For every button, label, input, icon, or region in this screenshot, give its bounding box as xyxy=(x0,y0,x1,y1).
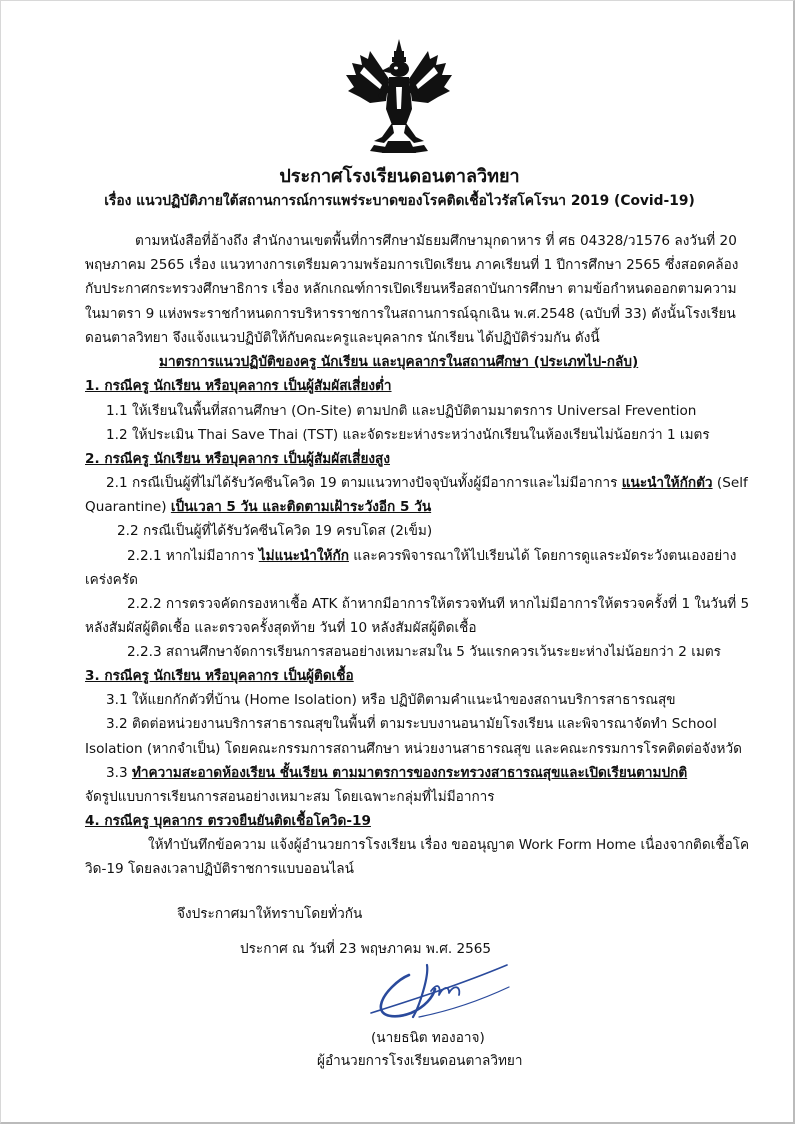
intro-line-5: ดอนตาลวิทยา จึงแจ้งแนวปฏิบัติให้กับคณะครูและบุคลากร นักเรียน ได้ปฏิบัติร่วมกัน ดังนี้ xyxy=(85,330,600,346)
signature xyxy=(369,957,514,1027)
item-2-2-1-cont: เคร่งครัด xyxy=(85,572,138,588)
announcement-date: ประกาศ ณ วันที่ 23 พฤษภาคม พ.ศ. 2565 xyxy=(240,941,492,957)
item-2-1 xyxy=(106,474,748,493)
item-3-3-emphasis: ทำความสะอาดห้องเรียน ชั้นเรียน ตามมาตรการของกระทรวงสาธารณสุขและเปิดเรียนตามปกติ xyxy=(131,765,688,781)
section-2-heading: 2. กรณีครู นักเรียน หรือบุคลากร เป็นผู้สัมผัสเสี่ยงสูง xyxy=(85,451,390,467)
item-2-2-1-text-end: และควรพิจารณาให้ไปเรียนได้ โดยการดูแลระมัดระวังตนเองอย่าง xyxy=(348,548,737,564)
item-2-1-cont-text: Quarantine) xyxy=(85,499,171,515)
item-4-cont: วิด-19 โดยลงเวลาปฏิบัติราชการแบบออนไลน์ xyxy=(85,861,354,877)
item-2-1-emphasis: แนะนำให้กักตัว xyxy=(621,475,713,491)
item-2-2: 2.2 กรณีเป็นผู้ที่ได้รับวัคซีนโควิด 19 ครบโดส (2เข็ม) xyxy=(117,523,433,539)
signer-title: ผู้อำนวยการโรงเรียนดอนตาลวิทยา xyxy=(317,1053,523,1069)
measures-heading: มาตรการแนวปฏิบัติของครู นักเรียน และบุคลากรในสถานศึกษา (ประเภทไป-กลับ) xyxy=(159,354,639,370)
item-2-2-1-emphasis: ไม่แนะนำให้กัก xyxy=(258,548,349,564)
item-4-text: ให้ทำบันทึกข้อความ แจ้งผู้อำนวยการโรงเรียน เรื่อง ขออนุญาต Work Form Home เนื่องจากติดเชื้อโค xyxy=(148,837,750,853)
section-3-heading: 3. กรณีครู นักเรียน หรือบุคลากร เป็นผู้ติดเชื้อ xyxy=(85,668,354,684)
item-3-2-cont: Isolation (หากจำเป็น) โดยคณะกรรมการสถานศึกษา หน่วยงานสาธารณสุข และคณะกรรมการโรคติดต่อจังหวัด xyxy=(85,741,742,757)
intro-line-3: กับประกาศกระทรวงศึกษาธิการ เรื่อง หลักเกณฑ์การเปิดเรียนหรือสถาบันการศึกษา ตามข้อกำหนดออกตามความ xyxy=(85,281,737,297)
document-subject: เรื่อง แนวปฏิบัติภายใต้สถานการณ์การแพร่ระบาดของโรคติดเชื้อไวรัสโคโรนา 2019 (Covid-19) xyxy=(104,193,695,209)
item-2-1-duration: เป็นเวลา 5 วัน และติดตามเฝ้าระวังอีก 5 วัน xyxy=(170,499,432,515)
garuda-emblem-icon xyxy=(344,37,454,155)
intro-line-2: พฤษภาคม 2565 เรื่อง แนวทางการเตรียมความพร้อมการเปิดเรียน ภาคเรียนที่ 1 ปีการศึกษา 2565 ซึ่งสอดคล้อง xyxy=(85,257,739,273)
item-2-2-2: 2.2.2 การตรวจคัดกรองหาเชื้อ ATK ถ้าหากมีอาการให้ตรวจทันที หากไม่มีอาการให้ตรวจครั้งที่ 1 ในวันที่ 5 xyxy=(127,596,750,612)
item-2-2-2-cont: หลังสัมผัสผู้ติดเชื้อ และตรวจครั้งสุดท้าย วันที่ 10 หลังสัมผัสผู้ติดเชื้อ xyxy=(85,620,477,636)
item-2-2-1-text: 2.2.1 หากไม่มีอาการ xyxy=(127,548,259,564)
item-2-1-text-end: (Self xyxy=(712,475,748,491)
intro-line-1: ตามหนังสือที่อ้างถึง สำนักงานเขตพื้นที่การศึกษามัธยมศึกษามุกดาหาร ที่ ศธ 04328/ว1576 ลงวันที่ 20 xyxy=(135,233,737,249)
document-title: ประกาศโรงเรียนดอนตาลวิทยา xyxy=(279,166,520,187)
closing-statement: จึงประกาศมาให้ทราบโดยทั่วกัน xyxy=(177,906,363,922)
item-3-3 xyxy=(106,764,687,783)
item-3-3-cont: จัดรูปแบบการเรียนการสอนอย่างเหมาะสม โดยเฉพาะกลุ่มที่ไม่มีอาการ xyxy=(85,789,495,805)
signer-name: (นายธนิต ทองอาจ) xyxy=(371,1030,485,1046)
item-1-2: 1.2 ให้ประเมิน Thai Save Thai (TST) และจัดระยะห่างระหว่างนักเรียนในห้องเรียนไม่น้อยกว่า 1 เมตร xyxy=(106,427,710,443)
section-4-heading: 4. กรณีครู บุคลากร ตรวจยืนยันติดเชื้อโควิด-19 xyxy=(85,813,371,829)
item-3-1: 3.1 ให้แยกกักตัวที่บ้าน (Home Isolation) หรือ ปฏิบัติตามคำแนะนำของสถานบริการสาธารณสุข xyxy=(106,692,676,708)
intro-line-4: ในมาตรา 9 แห่งพระราชกำหนดการบริหารราชการในสถานการณ์ฉุกเฉิน พ.ศ.2548 (ฉบับที่ 33) ดังนั้นโรงเรียน xyxy=(85,306,736,322)
item-2-2-1 xyxy=(127,547,736,566)
section-1-heading: 1. กรณีครู นักเรียน หรือบุคลากร เป็นผู้สัมผัสเสี่ยงต่ำ xyxy=(85,378,392,394)
item-3-2: 3.2 ติดต่อหน่วยงานบริการสาธารณสุขในพื้นที่ ตามระบบงานอนามัยโรงเรียน และพิจารณาจัดทำ School xyxy=(106,716,717,732)
item-2-1-cont xyxy=(85,498,431,517)
item-2-2-3: 2.2.3 สถานศึกษาจัดการเรียนการสอนอย่างเหมาะสมใน 5 วันแรกควรเว้นระยะห่างไม่น้อยกว่า 2 เมตร xyxy=(127,644,721,660)
item-3-3-number: 3.3 xyxy=(106,765,132,781)
item-1-1: 1.1 ให้เรียนในพื้นที่สถานศึกษา (On-Site) ตามปกติ และปฏิบัติตามมาตรการ Universal Frevention xyxy=(106,403,697,419)
item-2-1-text: 2.1 กรณีเป็นผู้ที่ไม่ได้รับวัคซีนโควิด 19 ตามแนวทางปัจจุบันทั้งผู้มีอาการและไม่มีอาการ xyxy=(106,475,622,491)
